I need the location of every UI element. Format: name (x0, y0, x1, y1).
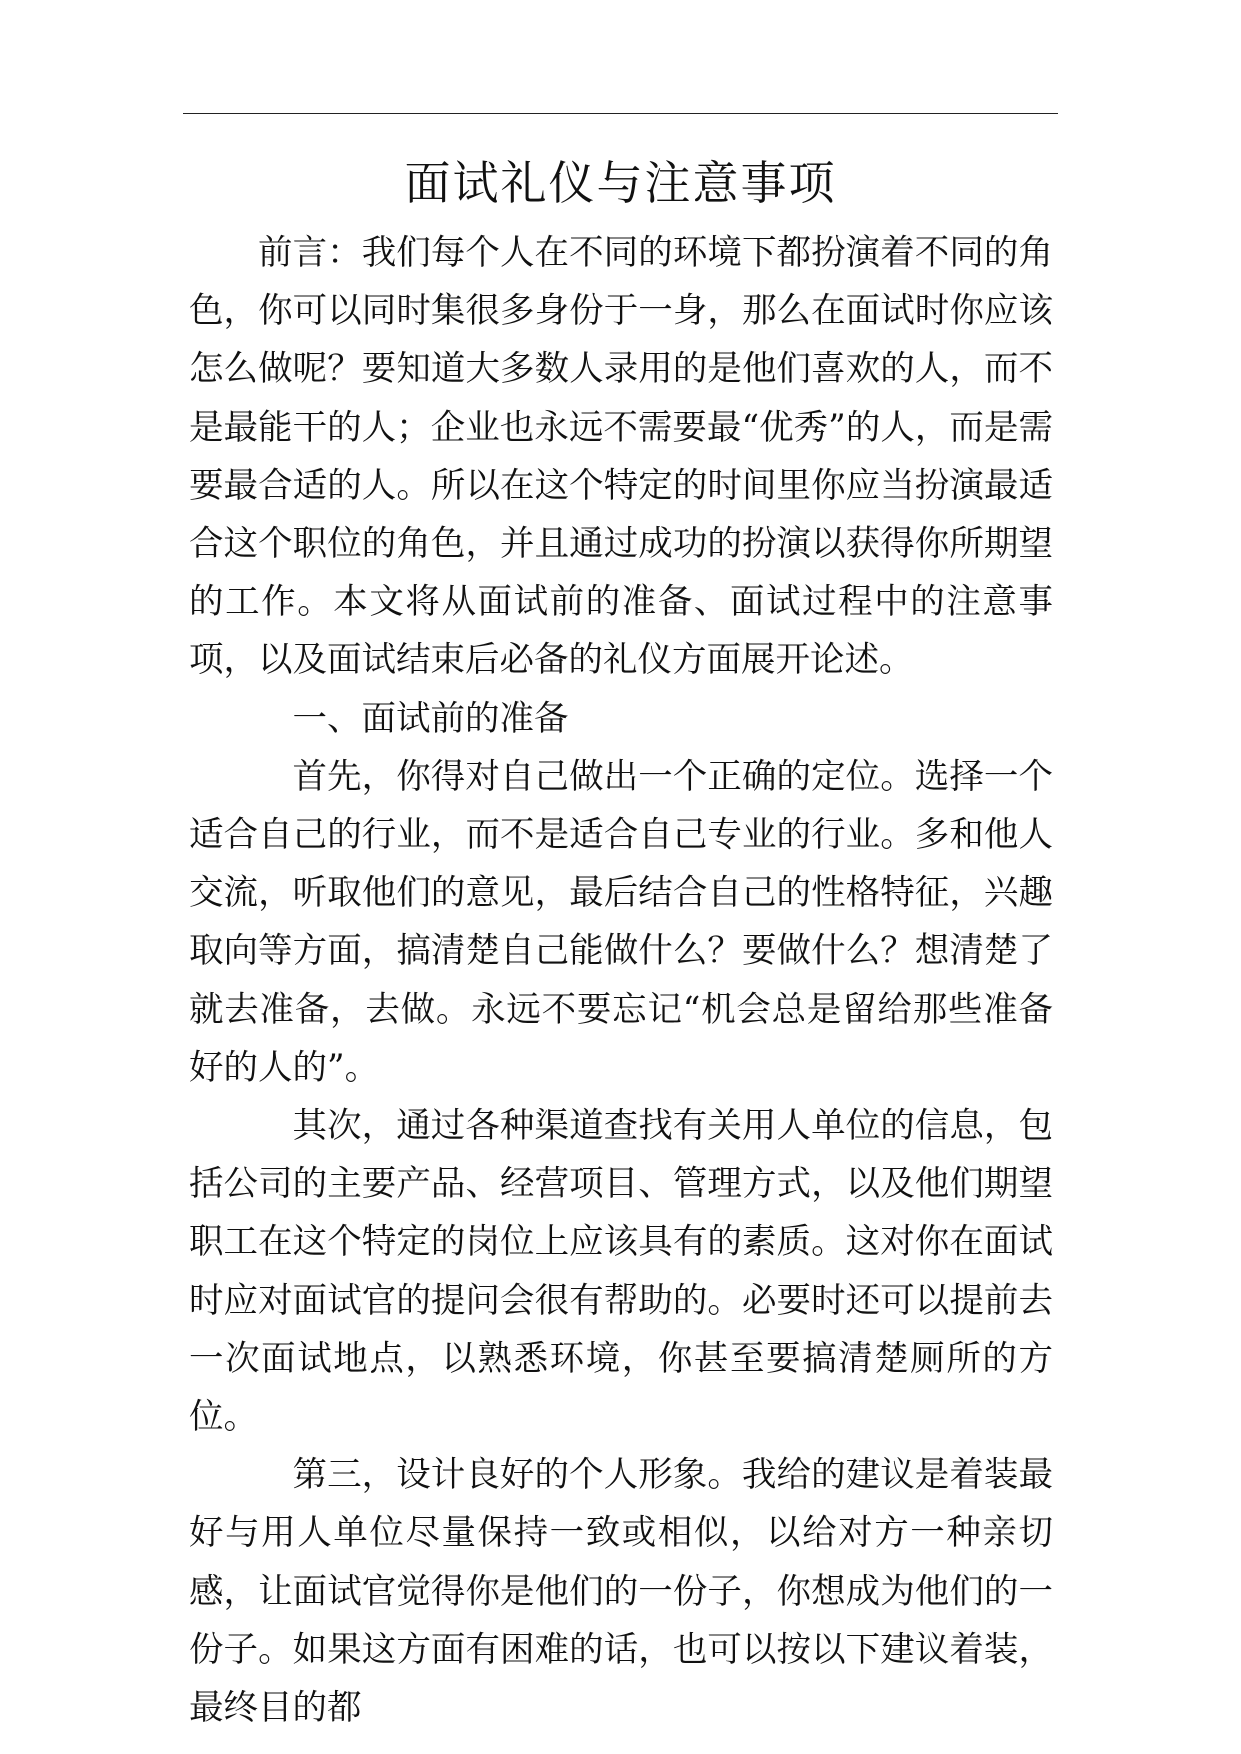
paragraph-third: 第三，设计良好的个人形象。我给的建议是着装最好与用人单位尽量保持一致或相似，以给对方一种亲切感，让面试官觉得你是他们的一份子，你想成为他们的一份子。如果这方面有困难的话，也可以按以下建议着装，最终目的都 (189, 1455, 1053, 1729)
paragraph-first: 首先，你得对自己做出一个正确的定位。选择一个适合自己的行业，而不是适合自己专业的行业。多和他人交流，听取他们的意见，最后结合自己的性格特征，兴趣取向等方面，搞清楚自己能做什么？要做什么？想清楚了就去准备，去做。永远不要忘记“机会总是留给那些准备好的人的”。 (189, 756, 1053, 1088)
document-title: 面试礼仪与注意事项 (404, 156, 837, 210)
section-heading-preparation: 一、面试前的准备 (292, 698, 569, 739)
header-rule (183, 113, 1058, 114)
paragraph-second: 其次，通过各种渠道查找有关用人单位的信息，包括公司的主要产品、经营项目、管理方式，以及他们期望职工在这个特定的岗位上应该具有的素质。这对你在面试时应对面试官的提问会很有帮助的。必要时还可以提前去一次面试地点，以熟悉环境，你甚至要搞清楚厕所的方位。 (189, 1106, 1053, 1438)
document-body (189, 224, 1053, 1737)
paragraph-preface: 前言：我们每个人在不同的环境下都扮演着不同的角色，你可以同时集很多身份于一身，那么在面试时你应该怎么做呢？要知道大多数人录用的是他们喜欢的人，而不是最能干的人；企业也永远不需要最“优秀”的人，而是需要最合适的人。所以在这个特定的时间里你应当扮演最适合这个职位的角色，并且通过成功的扮演以获得你所期望的工作。本文将从面试前的准备、面试过程中的注意事项，以及面试结束后必备的礼仪方面展开论述。 (189, 233, 1053, 681)
